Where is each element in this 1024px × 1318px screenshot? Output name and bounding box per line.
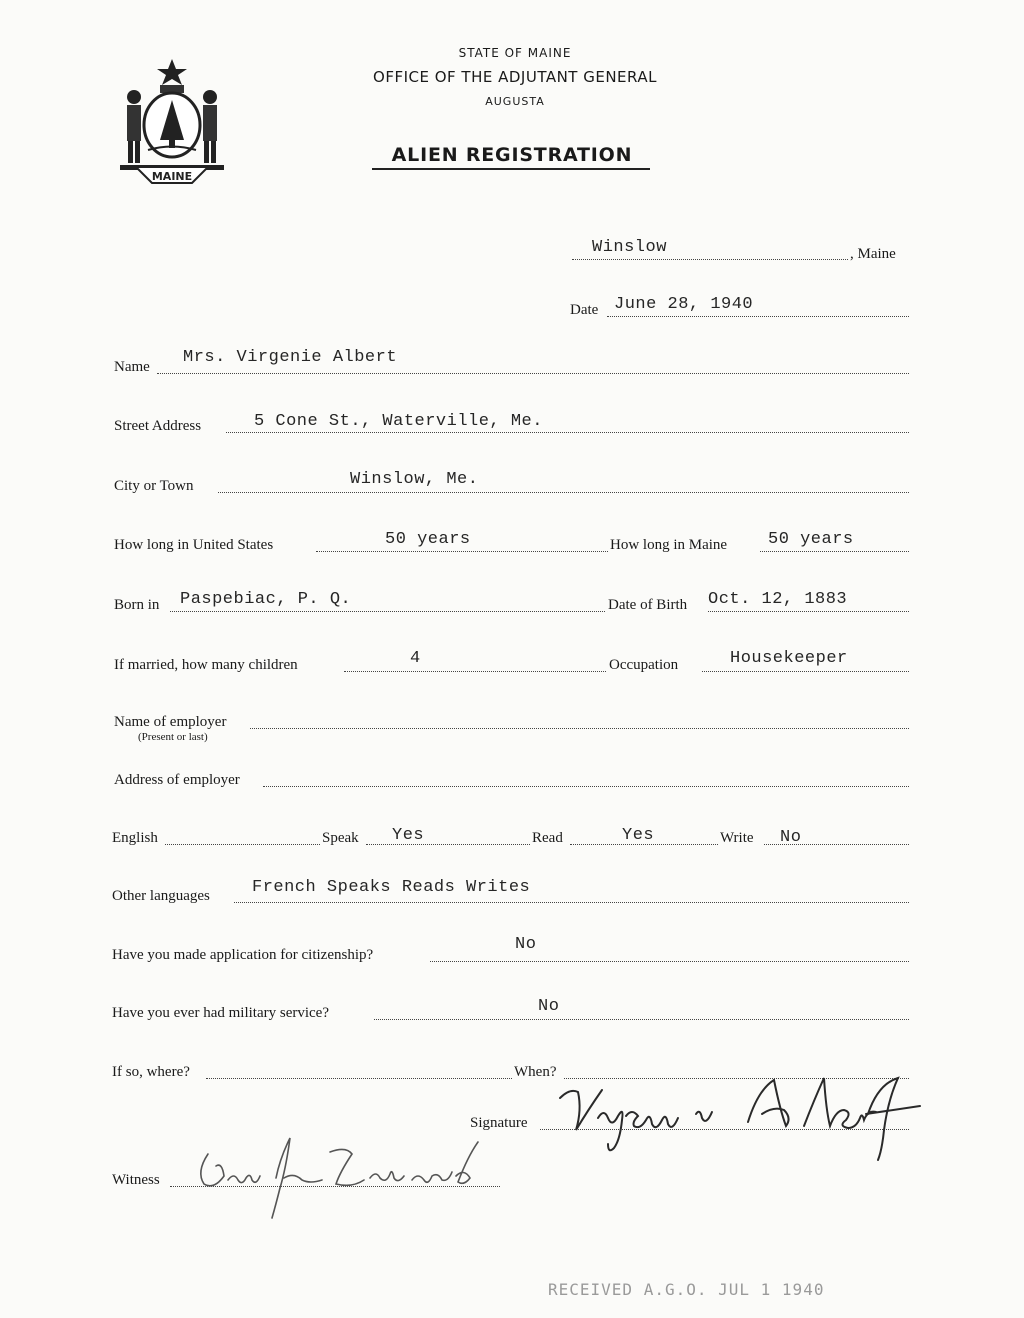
military-label: Have you ever had military service? bbox=[112, 1005, 329, 1021]
born-label: Born in bbox=[114, 597, 160, 613]
maine-duration-value: 50 years bbox=[768, 530, 854, 549]
english-label: English bbox=[112, 830, 158, 846]
employer-line bbox=[250, 728, 909, 729]
header-state: STATE OF MAINE bbox=[458, 46, 572, 60]
place-line bbox=[572, 259, 848, 260]
occupation-line bbox=[702, 671, 909, 672]
received-stamp: RECEIVED A.G.O. JUL 1 1940 bbox=[548, 1280, 825, 1299]
us-duration-value: 50 years bbox=[385, 530, 471, 549]
if-so-where-label: If so, where? bbox=[112, 1064, 190, 1080]
children-line bbox=[344, 671, 606, 672]
speak-label: Speak bbox=[322, 830, 359, 846]
street-label: Street Address bbox=[114, 418, 202, 434]
employer-address-line bbox=[263, 786, 909, 787]
maine-duration-label: How long in Maine bbox=[610, 537, 728, 553]
other-languages-value: French Speaks Reads Writes bbox=[252, 878, 531, 897]
maine-state-seal bbox=[112, 55, 232, 185]
witness-label: Witness bbox=[112, 1172, 160, 1188]
place-suffix: , Maine bbox=[850, 246, 896, 262]
other-languages-line bbox=[234, 902, 909, 903]
employer-label: Name of employer bbox=[114, 714, 227, 730]
dob-value: Oct. 12, 1883 bbox=[708, 590, 848, 609]
maine-duration-line bbox=[760, 551, 909, 552]
military-value: No bbox=[538, 997, 560, 1016]
employer-sublabel: (Present or last) bbox=[138, 731, 208, 743]
signature-label: Signature bbox=[470, 1115, 528, 1131]
read-value: Yes bbox=[622, 826, 655, 845]
other-languages-label: Other languages bbox=[112, 888, 210, 904]
employer-address-label: Address of employer bbox=[114, 772, 240, 788]
english-line bbox=[165, 844, 320, 845]
date-label: Date bbox=[570, 302, 599, 318]
military-line bbox=[374, 1019, 909, 1020]
born-line bbox=[170, 611, 605, 612]
occupation-value: Housekeeper bbox=[730, 649, 848, 668]
children-label: If married, how many children bbox=[114, 657, 298, 673]
form-title: ALIEN REGISTRATION bbox=[391, 144, 633, 166]
write-label: Write bbox=[720, 830, 754, 846]
dob-label: Date of Birth bbox=[608, 597, 688, 613]
citizenship-value: No bbox=[515, 935, 537, 954]
citizenship-label: Have you made application for citizenship? bbox=[112, 947, 374, 963]
when-label: When? bbox=[514, 1064, 557, 1080]
date-value: June 28, 1940 bbox=[614, 295, 754, 314]
us-duration-line bbox=[316, 551, 608, 552]
city-line bbox=[218, 492, 909, 493]
write-value: No bbox=[780, 828, 802, 847]
place-value: Winslow bbox=[592, 238, 667, 257]
name-value: Mrs. Virgenie Albert bbox=[183, 348, 398, 367]
header-city: AUGUSTA bbox=[485, 95, 545, 108]
signature-handwriting bbox=[548, 1070, 938, 1170]
born-value: Paspebiac, P. Q. bbox=[180, 590, 352, 609]
read-label: Read bbox=[532, 830, 563, 846]
street-value: 5 Cone St., Waterville, Me. bbox=[254, 412, 543, 431]
us-duration-label: How long in United States bbox=[114, 537, 274, 553]
if-so-where-line bbox=[206, 1078, 512, 1079]
header-office: OFFICE OF THE ADJUTANT GENERAL bbox=[373, 68, 657, 86]
children-value: 4 bbox=[410, 649, 421, 668]
speak-value: Yes bbox=[392, 826, 425, 845]
title-underline bbox=[372, 168, 650, 170]
city-label: City or Town bbox=[114, 478, 194, 494]
name-line bbox=[157, 373, 909, 374]
occupation-label: Occupation bbox=[609, 657, 679, 673]
street-line bbox=[226, 432, 909, 433]
city-value: Winslow, Me. bbox=[350, 470, 479, 489]
name-label: Name bbox=[114, 359, 150, 375]
date-line bbox=[607, 316, 909, 317]
speak-line bbox=[366, 844, 530, 845]
seal-text: MAINE bbox=[151, 170, 193, 183]
citizenship-line bbox=[430, 961, 909, 962]
dob-line bbox=[708, 611, 909, 612]
witness-handwriting bbox=[180, 1132, 510, 1227]
